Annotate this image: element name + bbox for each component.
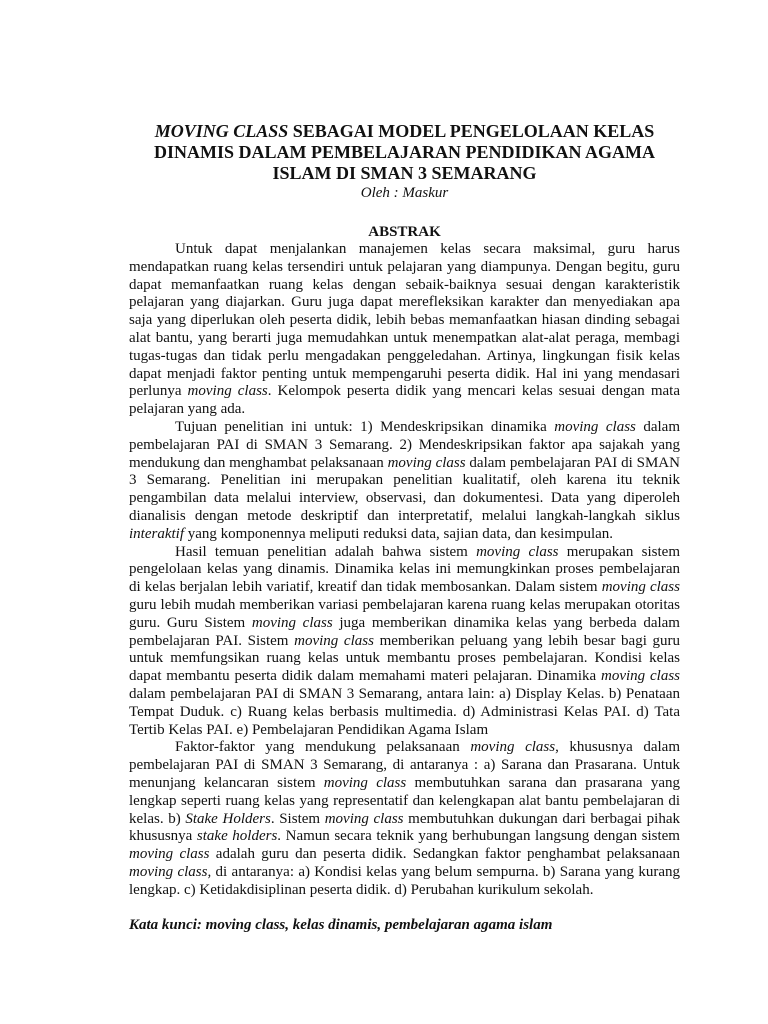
italic-term: stake holders <box>196 828 278 845</box>
paper-title <box>129 121 680 184</box>
italic-term: moving class <box>601 668 680 685</box>
italic-term: interaktif <box>129 525 184 542</box>
keywords-line: Kata kunci: moving class, kelas dinamis, pembelajaran agama islam <box>129 917 553 934</box>
title-italic-term: MOVING CLASS <box>154 121 289 141</box>
italic-term: moving class <box>470 739 556 756</box>
paper-page <box>129 121 680 934</box>
italic-term: moving class <box>601 579 680 596</box>
abstract-paragraph-3: Hasil temuan penelitian adalah bahwa sistem moving class merupakan sistem pengelolaan kelas yang dinamis. Dinamika kelas ini memungkinkan proses pembelajaran di kelas berjalan lebih variatif, kreatif dan tidak membosankan. Dalam sistem moving class guru lebih mudah memberikan variasi pembelajaran karena ruang kelas merupakan otoritas guru. Guru Sistem moving class juga memberikan dinamika kelas yang berbeda dalam pembelajaran PAI. Sistem moving class memberikan peluang yang lebih besar bagi guru untuk memfungsikan ruang kelas untuk membantu proses pembelajaran. Kondisi kelas dapat membantu peserta didik dalam memahami materi pelajaran. Dinamika moving class dalam pembelajaran PAI di SMAN 3 Semarang, antara lain: a) Display Kelas. b) Penataan Tempat Duduk. c) Ruang kelas berbasis multimedia. d) Administrasi Kelas PAI. d) Tata Tertib Kelas PAI. e) Pembelajaran Pendidikan Agama Islam <box>129 543 680 738</box>
abstract-paragraph-1: Untuk dapat menjalankan manajemen kelas secara maksimal, guru harus mendapatkan ruang kelas tersendiri untuk pelajaran yang diampunya. Dengan begitu, guru dapat memanfaatkan ruang kelas dengan sebaik-baiknya sesuai dengan karakteristik pelajaran yang diajarkan. Guru juga dapat merefleksikan karakter dan menyediakan apa saja yang diperlukan oleh peserta didik, lebih bebas memanfaatkan hiasan dinding sebagai alat bantu, yang berarti juga memudahkan untuk menempatkan alat-alat peraga, membagi tugas-tugas dan tidak perlu mengadakan penggeledahan. Artinya, lingkungan fisik kelas dapat menjadi faktor penting untuk mempengaruhi peserta didik. Hal ini yang mendasari perlunya moving class. Kelompok peserta didik yang mencari kelas sesuai dengan mata pelajaran yang ada. <box>129 241 680 418</box>
author-line: Oleh : Maskur <box>360 185 449 201</box>
abstract-paragraph-2: Tujuan penelitian ini untuk: 1) Mendeskripsikan dinamika moving class dalam pembelajaran PAI di SMAN 3 Semarang. 2) Mendeskripsikan faktor apa sajakah yang mendukung dan menghambat pelaksanaan moving class dalam pembelajaran PAI di SMAN 3 Semarang. Penelitian ini merupakan penelitian kualitatif, oleh karena itu teknik pengambilan data melalui interview, observasi, dan dokumentesi. Data yang diperoleh dianalisis dengan metode deskriptif dan interpretatif, melalui langkah-langkah siklus interaktif yang komponennya meliputi reduksi data, sajian data, dan kesimpulan. <box>129 418 680 542</box>
italic-term: moving class, <box>129 863 212 880</box>
italic-term: Stake Holders <box>185 810 271 827</box>
italic-term: moving class <box>294 632 374 649</box>
italic-term: moving class <box>187 383 268 400</box>
italic-term: moving class <box>323 774 407 791</box>
italic-term: moving class <box>251 614 333 631</box>
title-line-3: ISLAM DI SMAN 3 SEMARANG <box>272 163 537 183</box>
italic-term: moving class <box>554 418 636 435</box>
title-line-2: DINAMIS DALAM PEMBELAJARAN PENDIDIKAN AGAMA <box>153 142 655 162</box>
italic-term: moving class <box>129 846 210 863</box>
italic-term: moving class <box>476 543 559 560</box>
abstract-paragraph-4: Faktor-faktor yang mendukung pelaksanaan moving class, khususnya dalam pembelajaran PAI di SMAN 3 Semarang, di antaranya : a) Sarana dan Prasarana. Untuk menunjang kelancaran sistem moving class membutuhkan sarana dan prasarana yang lengkap seperti ruang kelas yang representatif dan kelengkapan alat bantu pembelajaran di kelas. b) Stake Holders. Sistem moving class membutuhkan dukungan dari berbagai pihak khususnya stake holders. Namun secara teknik yang berhubungan langsung dengan sistem moving class adalah guru dan peserta didik. Sedangkan faktor penghambat pelaksanaan moving class, di antaranya: a) Kondisi kelas yang belum sempurna. b) Sarana yang kurang lengkap. c) Ketidakdisiplinan peserta didik. d) Perubahan kurikulum sekolah. <box>129 739 680 898</box>
italic-term: moving class <box>387 454 466 471</box>
title-line-1: SEBAGAI MODEL PENGELOLAAN KELAS <box>288 121 655 141</box>
abstract-heading: ABSTRAK <box>368 224 441 240</box>
italic-term: moving class <box>324 810 404 827</box>
